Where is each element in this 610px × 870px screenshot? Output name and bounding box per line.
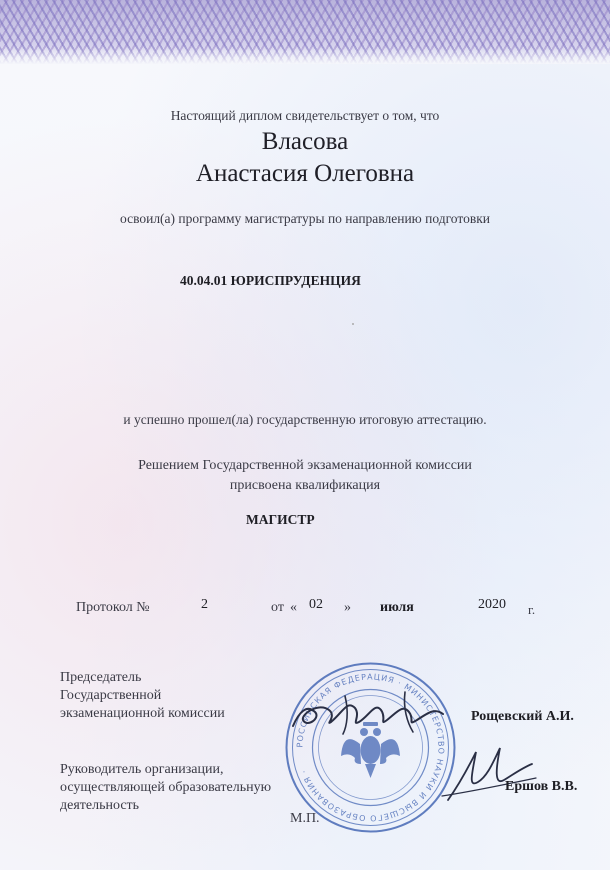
head-name: Ершов В.В. xyxy=(505,779,578,794)
attestation-line: и успешно прошел(ла) государственную итоговую аттестацию. xyxy=(123,412,487,427)
protocol-year: 2020 xyxy=(478,597,506,612)
protocol-day: 02 xyxy=(309,597,323,612)
chair-signature xyxy=(285,682,475,744)
chair-title-line-1: Председатель xyxy=(60,670,142,685)
intro-text: Настоящий диплом свидетельствует о том, что xyxy=(170,108,440,123)
decision-line-2: присвоена квалификация xyxy=(229,478,381,493)
quote-close: » xyxy=(344,600,351,615)
head-title-line-2: осуществляющей образовательную xyxy=(60,780,272,795)
protocol-label: Протокол № xyxy=(76,600,150,615)
decorative-border xyxy=(0,0,610,64)
head-signature xyxy=(438,738,538,808)
head-title-line-3: деятельность xyxy=(60,798,140,813)
protocol-month: июля xyxy=(380,600,414,615)
svg-text:РОССИЙСКАЯ ФЕДЕРАЦИЯ · МИНИСТЕ: РОССИЙСКАЯ ФЕДЕРАЦИЯ · МИНИСТЕРСТВО НАУКИ И ВЫСШЕГО ОБРАЗОВАНИЯ · xyxy=(295,672,446,823)
head-title-line-1: Руководитель организации, xyxy=(60,762,224,777)
graduate-given-names: Анастасия Олеговна xyxy=(195,160,415,187)
year-suffix: г. xyxy=(528,602,536,617)
seal-place-label: М.П. xyxy=(290,811,320,826)
specialty: 40.04.01 ЮРИСПРУДЕНЦИЯ xyxy=(180,273,361,288)
quote-open: « xyxy=(290,600,297,615)
protocol-number: 2 xyxy=(201,597,208,612)
decorative-dot xyxy=(352,323,354,325)
qualification: МАГИСТР xyxy=(246,512,315,527)
protocol-from: от xyxy=(271,600,284,615)
chair-name: Рощевский А.И. xyxy=(471,709,574,724)
program-line: освоил(а) программу магистратуры по направлению подготовки xyxy=(119,211,490,226)
chair-title-line-2: Государственной xyxy=(60,688,162,703)
graduate-surname: Власова xyxy=(261,128,349,155)
chair-title-line-3: экзаменационной комиссии xyxy=(60,706,225,721)
decision-line-1: Решением Государственной экзаменационной комиссии xyxy=(138,458,472,473)
